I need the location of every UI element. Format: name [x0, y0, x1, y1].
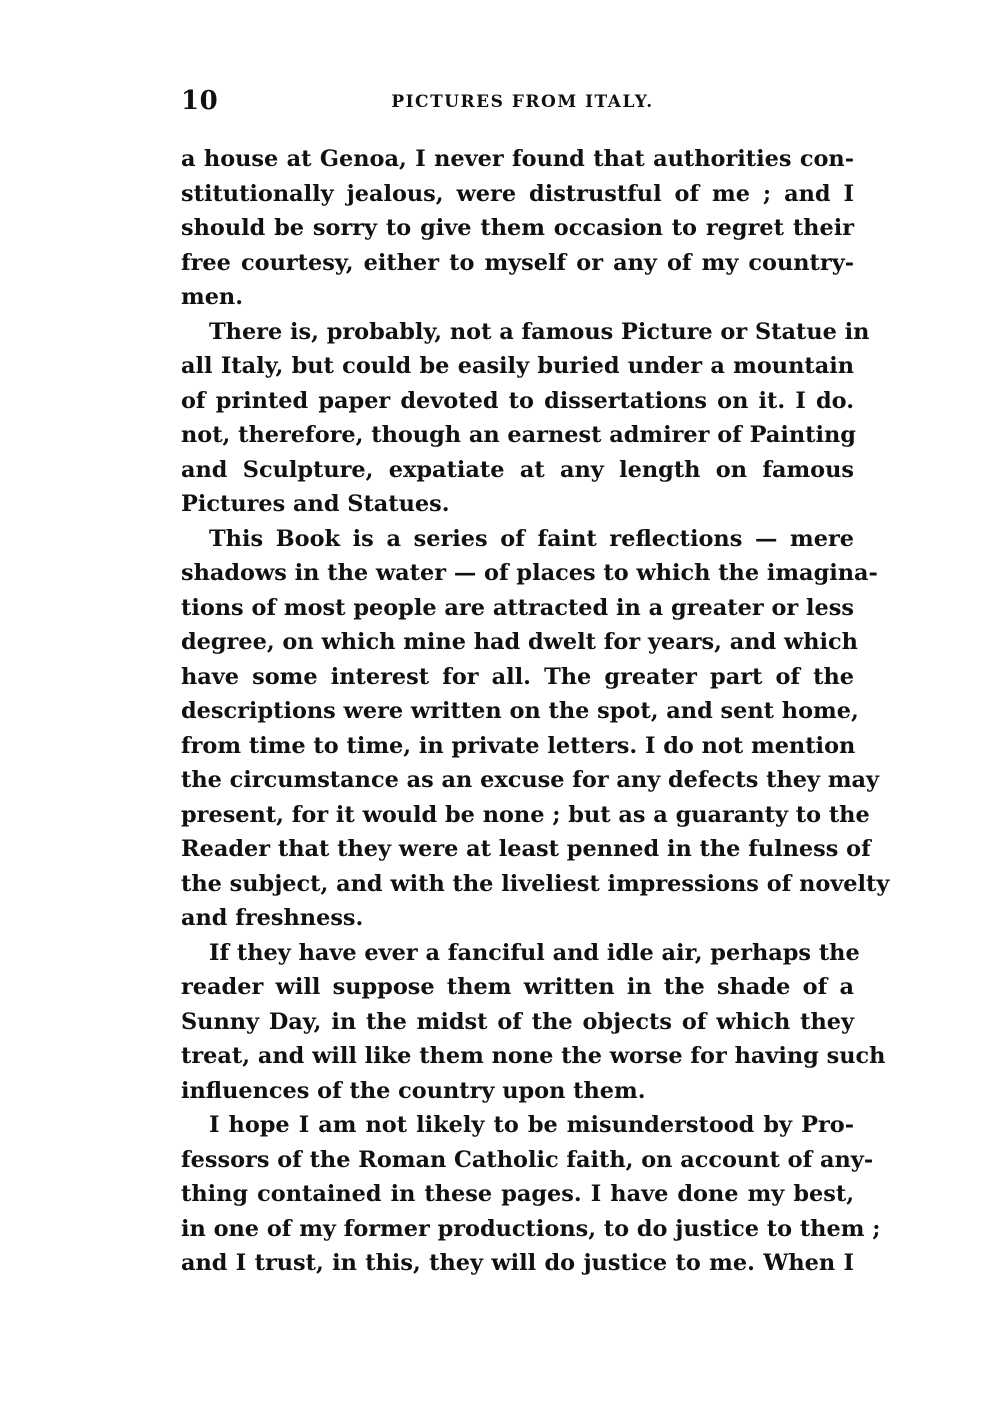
text-line: Pictures and Statues. [181, 491, 450, 517]
text-line: shadows in the water — of places to which the imagina- [181, 560, 878, 586]
body-text [181, 142, 890, 1281]
paragraph [181, 1108, 881, 1281]
text-line: degree, on which mine had dwelt for years, and which [181, 629, 858, 655]
text-line: This Book is a series of faint reflections — mere [209, 525, 854, 552]
text-line: I hope I am not likely to be misunderstood by Pro- [209, 1112, 854, 1138]
text-line: If they have ever a fanciful and idle air, perhaps the [209, 939, 860, 966]
text-line: should be sorry to give them occasion to regret their [181, 215, 854, 241]
book-page [181, 86, 890, 1281]
text-line: fessors of the Roman Catholic faith, on account of any- [181, 1146, 874, 1173]
running-title: PICTURES FROM ITALY. [391, 92, 654, 112]
text-line: stitutionally jealous, were distrustful of me ; and I [181, 180, 854, 207]
paragraph [181, 936, 886, 1109]
text-line: and I trust, in this, they will do justice to me. When I [181, 1250, 854, 1276]
running-head [181, 86, 854, 120]
text-line: in one of my former productions, to do justice to them ; [181, 1215, 881, 1242]
text-line: the circumstance as an excuse for any defects they may [181, 767, 880, 793]
text-line: reader will suppose them written in the shade of a [181, 974, 854, 1000]
text-line: not, therefore, though an earnest admirer of Painting [181, 422, 856, 448]
text-line: men. [181, 284, 244, 310]
text-line: tions of most people are attracted in a greater or less [181, 594, 854, 621]
text-line: the subject, and with the liveliest impressions of novelty [181, 870, 890, 897]
text-line: There is, probably, not a famous Picture or Statue in [209, 318, 870, 345]
text-line: from time to time, in private letters. I do not mention [181, 732, 856, 759]
text-line: Reader that they were at least penned in the fulness of [181, 836, 871, 862]
text-line: treat, and will like them none the worse for having such [181, 1043, 886, 1069]
text-line: thing contained in these pages. I have done my best, [181, 1181, 854, 1207]
text-line: descriptions were written on the spot, and sent home, [181, 698, 859, 724]
paragraph [181, 522, 890, 936]
text-line: and Sculpture, expatiate at any length on famous [181, 456, 854, 483]
text-line: influences of the country upon them. [181, 1077, 646, 1104]
paragraph [181, 142, 854, 315]
page-number: 10 [181, 86, 219, 116]
text-line: present, for it would be none ; but as a guaranty to the [181, 801, 870, 828]
paragraph [181, 315, 870, 522]
text-line: all Italy, but could be easily buried under a mountain [181, 353, 854, 379]
text-line: free courtesy, either to myself or any of my country- [181, 249, 854, 276]
text-line: of printed paper devoted to dissertations on it. I do. [181, 387, 854, 414]
text-line: have some interest for all. The greater part of the [181, 663, 854, 690]
text-line: a house at Genoa, I never found that authorities con- [181, 146, 854, 172]
text-line: Sunny Day, in the midst of the objects of which they [181, 1008, 854, 1035]
text-line: and freshness. [181, 905, 364, 931]
